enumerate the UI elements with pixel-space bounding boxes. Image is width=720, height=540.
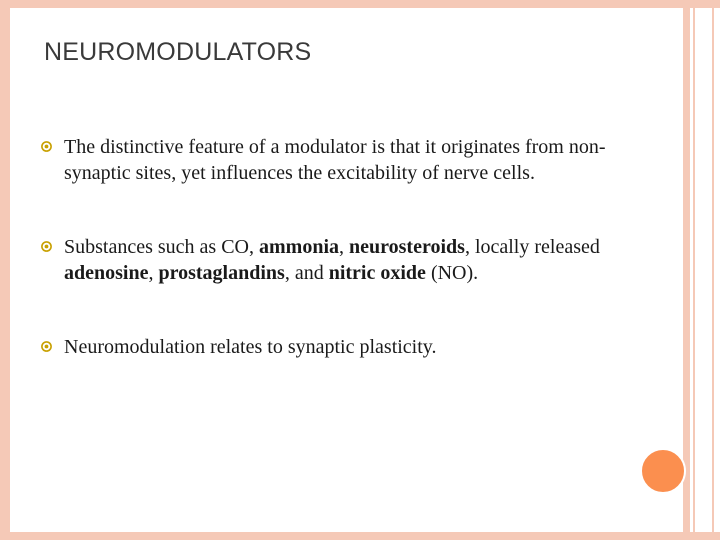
bullet-2-term-nitric-oxide: nitric oxide: [328, 262, 426, 284]
bullet-item: [40, 134, 640, 186]
bullet-2-segment-13: (NO).: [425, 262, 479, 284]
sun-bullet-icon: [40, 240, 53, 253]
bullet-2-segment-11: , and: [284, 262, 329, 284]
bullet-2-segment-1: Substances such as: [64, 236, 222, 258]
decorative-orange-dot: [640, 448, 686, 494]
bullet-2-segment-9: ,: [148, 262, 159, 284]
bullet-text: [64, 136, 606, 184]
border-top: [0, 0, 720, 8]
bullet-item: [40, 234, 640, 286]
right-border-bar: [683, 0, 690, 540]
bullet-list: [40, 134, 640, 360]
border-bottom: [0, 532, 720, 540]
bullet-2-term-prostaglandins: prostaglandins: [158, 262, 285, 284]
right-border-line: [693, 0, 695, 540]
bullet-3-text: Neuromodulation relates to synaptic plasticity.: [64, 336, 437, 358]
bullet-text: [64, 236, 600, 284]
bullet-item: [40, 334, 640, 360]
bullet-text: [64, 336, 437, 358]
bullet-1-text: The distinctive feature of a modulator is that it originates from non-synaptic sites, yet influences the excitability of nerve cells.: [64, 136, 606, 184]
bullet-2-term-adenosine: adenosine: [64, 262, 149, 284]
border-left: [0, 0, 10, 540]
bullet-2-term-neurosteroids: neurosteroids: [349, 236, 465, 258]
right-border-line-outer: [712, 0, 714, 540]
sun-bullet-icon: [40, 140, 53, 153]
bullet-2-segment-7: , locally released: [464, 236, 600, 258]
slide-title: NEUROMODULATORS: [44, 38, 312, 66]
bullet-2-segment-5: ,: [339, 236, 349, 258]
bullet-2-segment-3: ,: [249, 236, 259, 258]
sun-bullet-icon: [40, 340, 53, 353]
bullet-2-term-ammonia: ammonia: [259, 236, 339, 258]
bullet-2-segment-2: CO: [221, 236, 249, 258]
